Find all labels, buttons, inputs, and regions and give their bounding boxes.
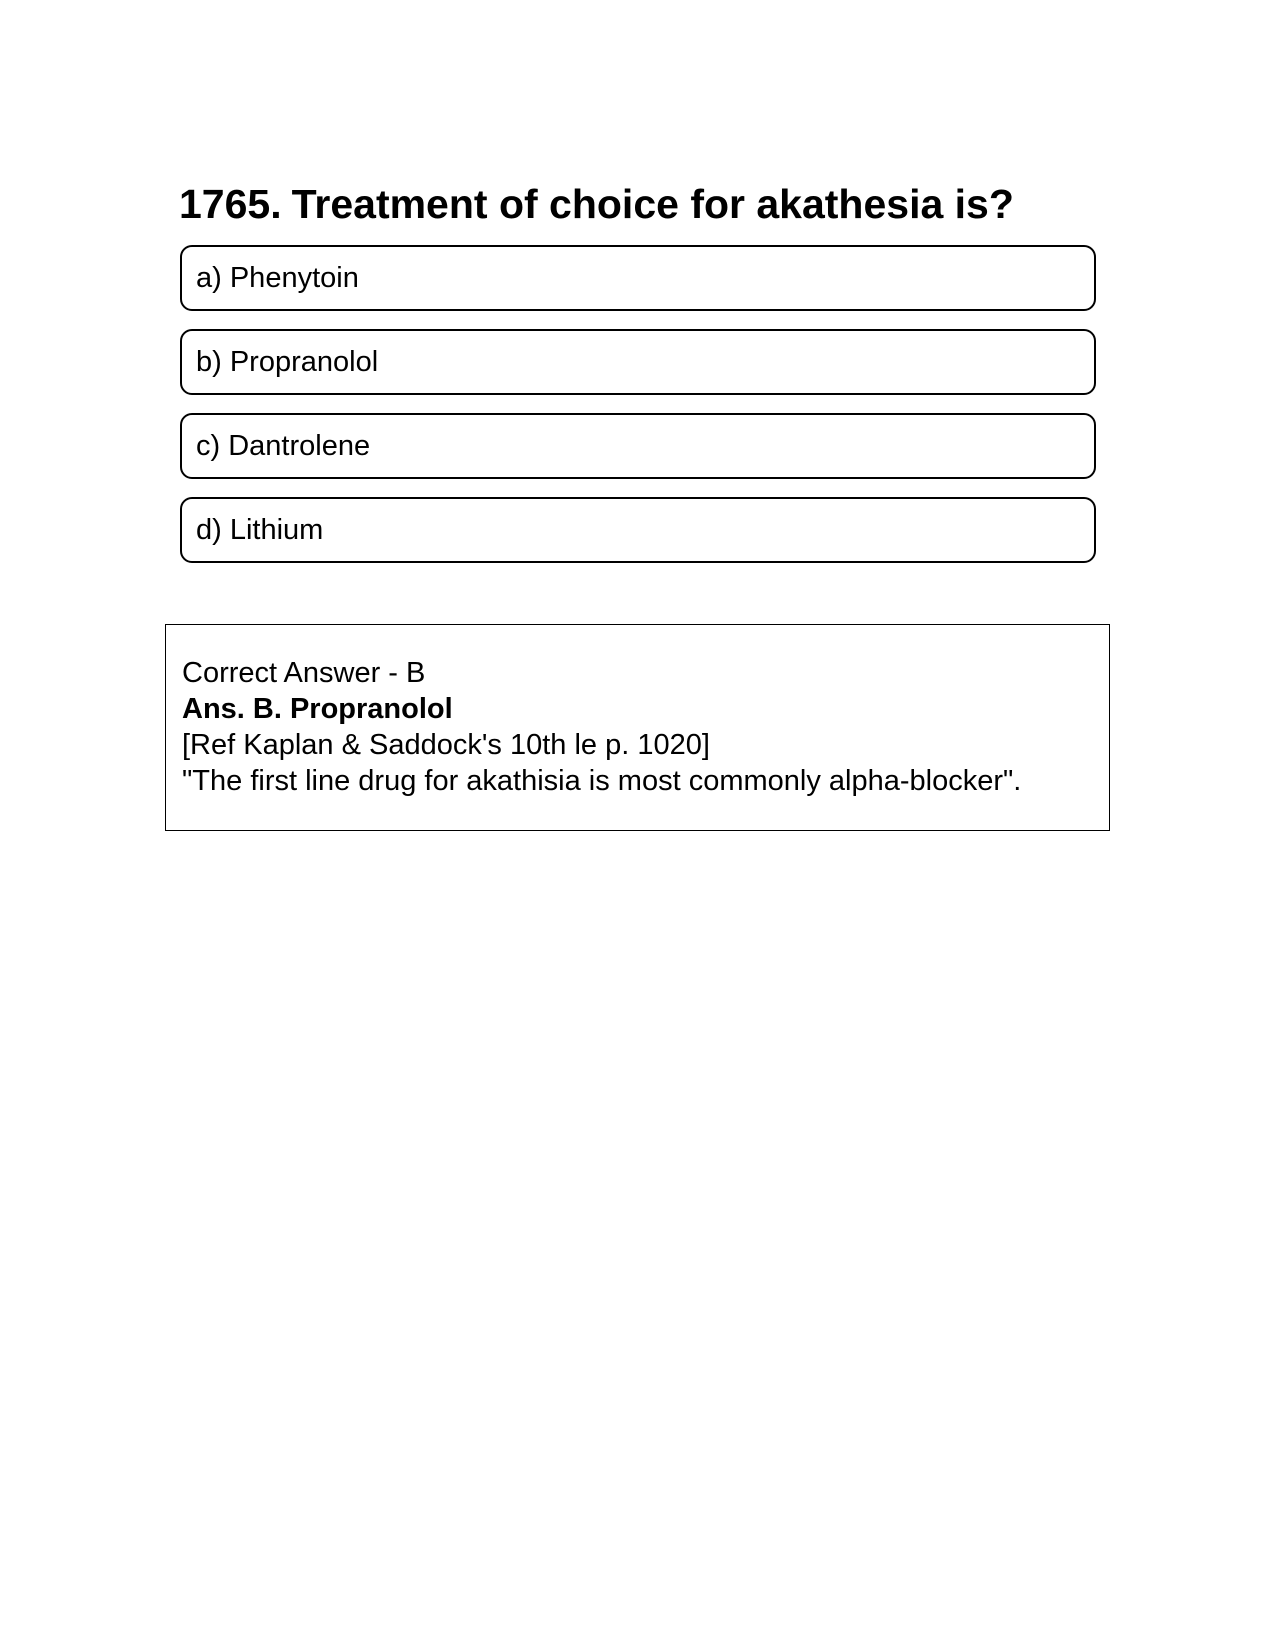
answer-explanation-box (165, 624, 1110, 831)
question-title (179, 176, 1014, 232)
question-number: 1765. (179, 181, 282, 227)
option-d[interactable]: d) Lithium (180, 497, 1096, 563)
answer-heading: Ans. B. Propranolol (182, 693, 453, 725)
option-a[interactable]: a) Phenytoin (180, 245, 1096, 311)
question-text: Treatment of choice for akathesia is? (291, 181, 1014, 227)
option-c[interactable]: c) Dantrolene (180, 413, 1096, 479)
option-b[interactable]: b) Propranolol (180, 329, 1096, 395)
correct-answer-line: Correct Answer - B (182, 657, 426, 689)
answer-reference: [Ref Kaplan & Saddock's 10th le p. 1020] (182, 729, 710, 761)
answer-quote: "The first line drug for akathisia is most commonly alpha-blocker". (182, 765, 1022, 797)
